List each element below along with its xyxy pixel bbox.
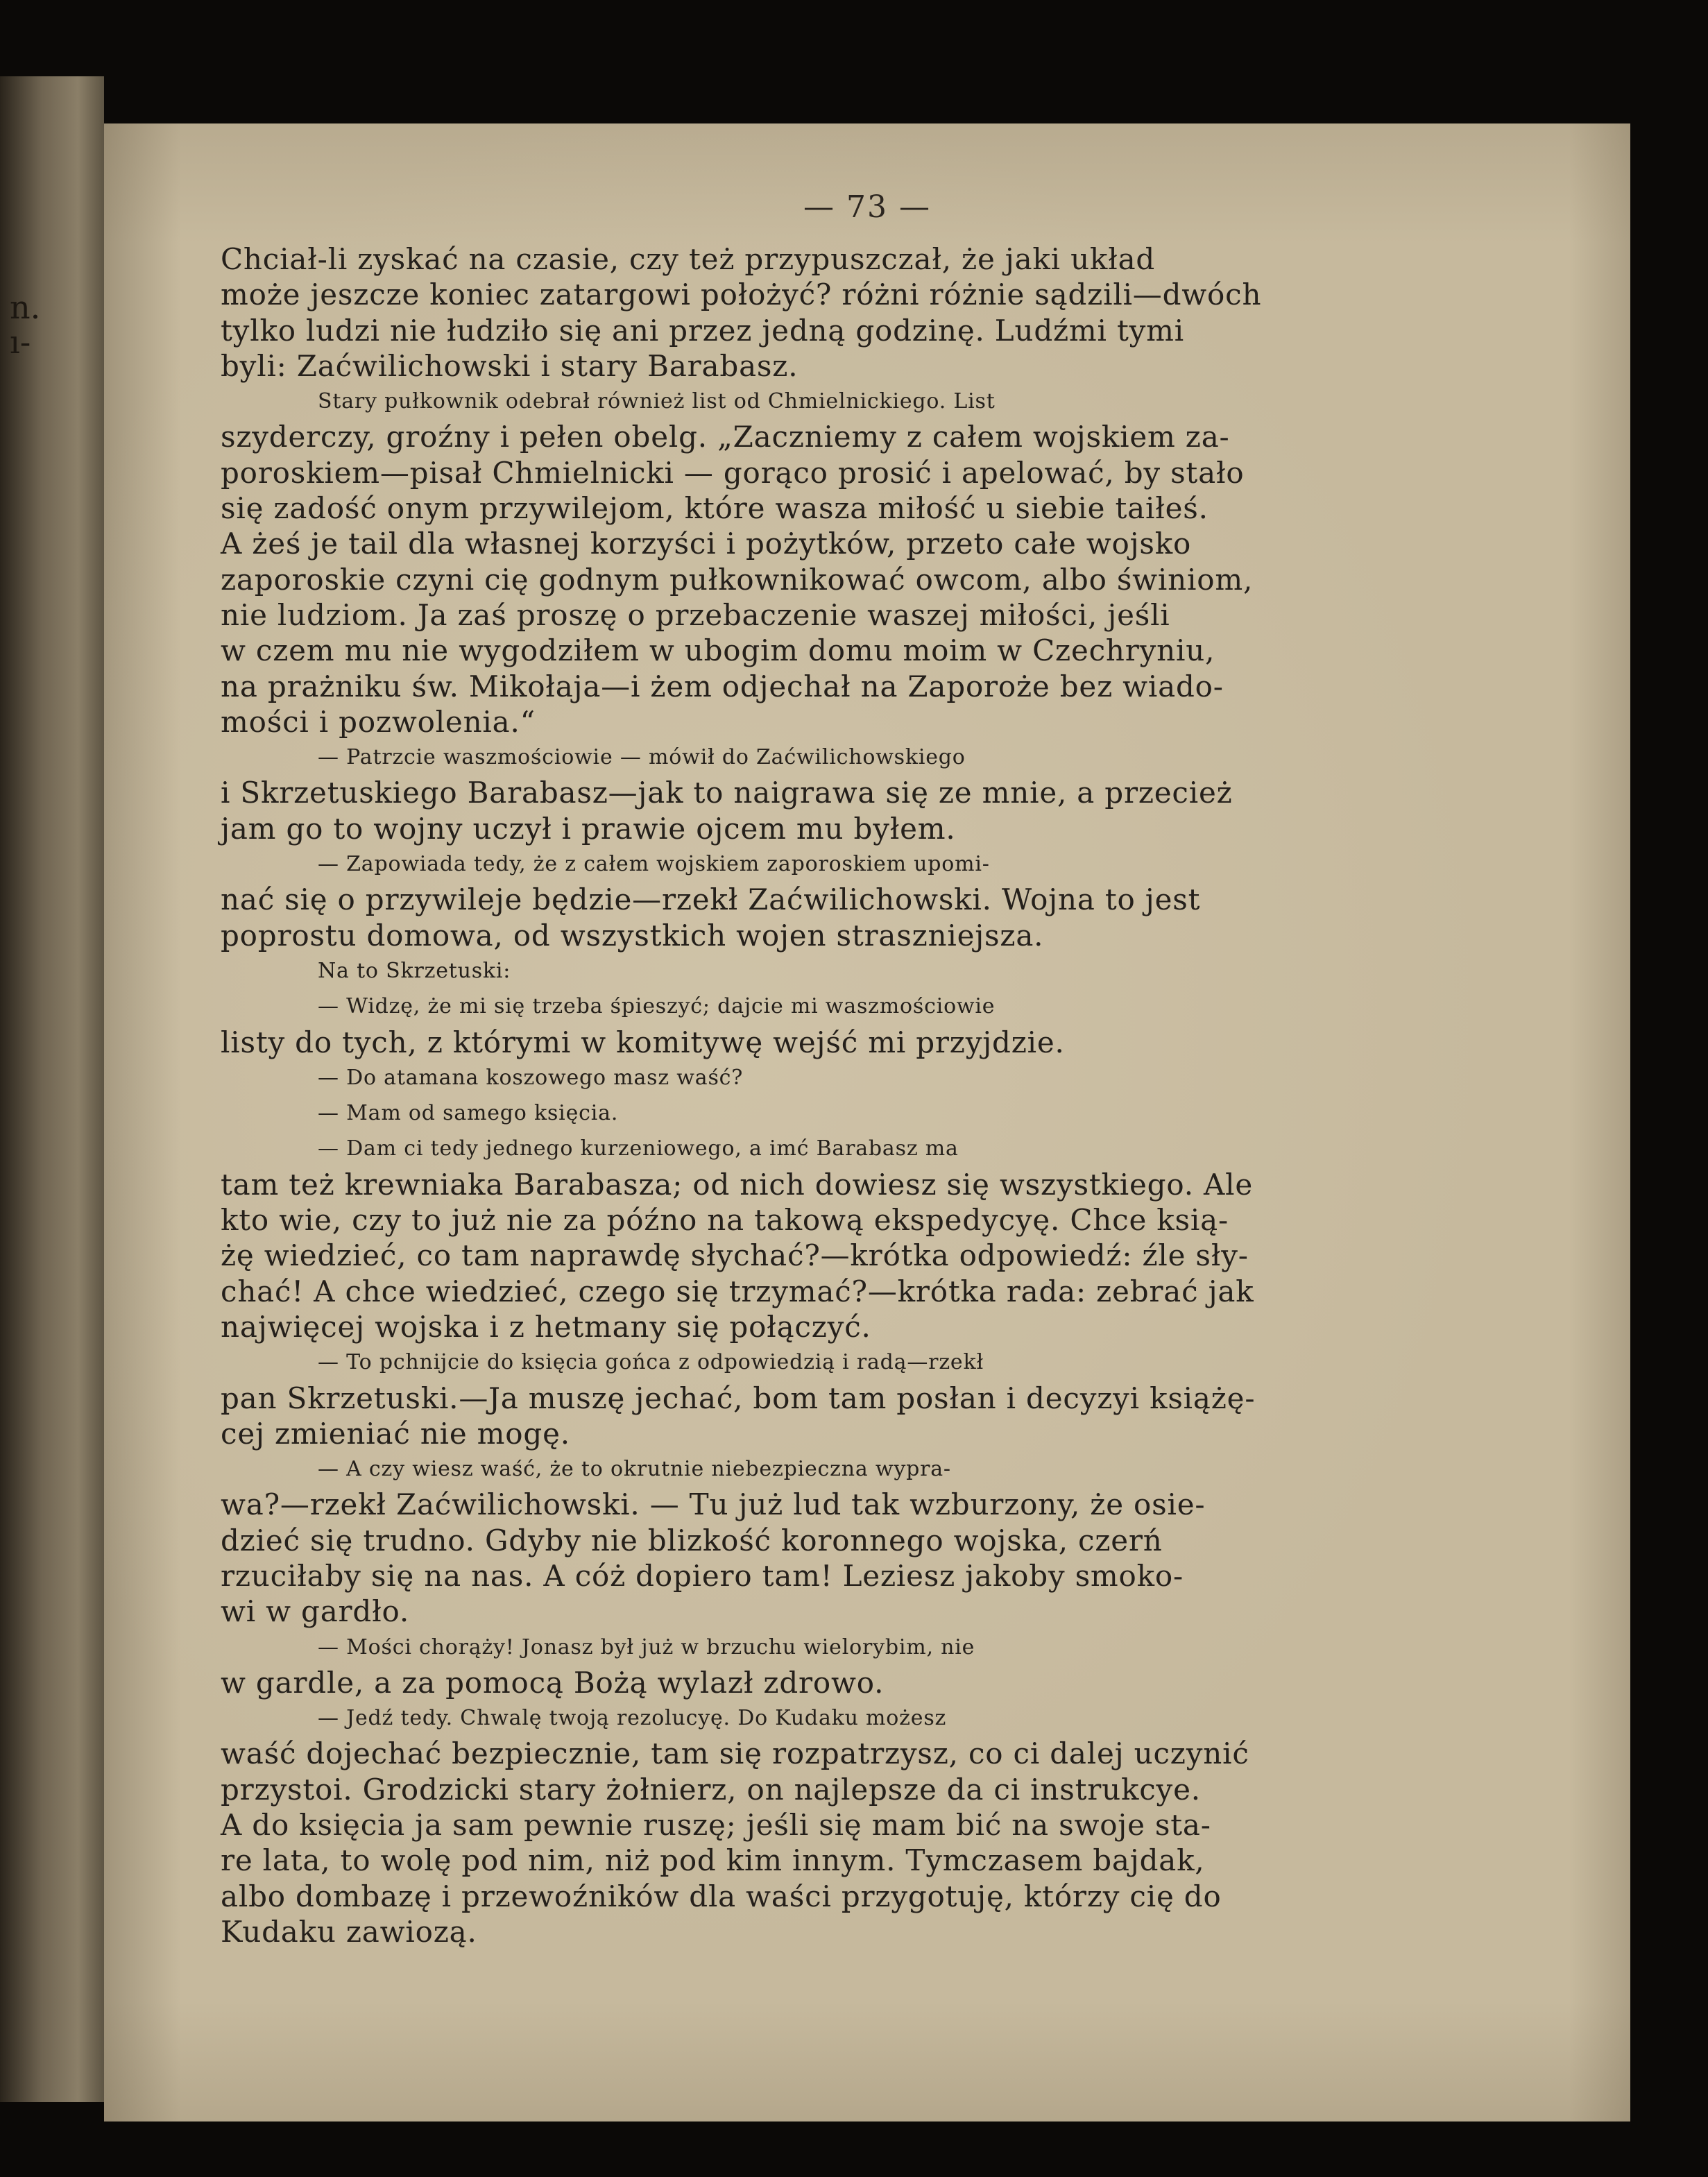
text-line: szyderczy, groźny i pełen obelg. „Zaczniemy z całem wojskiem za- bbox=[221, 420, 1230, 454]
paragraph bbox=[221, 1095, 1601, 1131]
text-line: może jeszcze koniec zatargowi położyć? różni różnie sądzili—dwóch bbox=[221, 278, 1262, 312]
paragraph bbox=[221, 953, 1601, 989]
text-line: — Mości chorąży! Jonasz był już w brzuchu wielorybim, nie bbox=[318, 1634, 975, 1659]
paragraph bbox=[221, 1451, 1601, 1629]
text-line: Kudaku zawiozą. bbox=[221, 1914, 477, 1949]
text-line: nie ludziom. Ja zaś proszę o przebaczenie waszej miłości, jeśli bbox=[221, 597, 1170, 632]
paragraph bbox=[221, 1700, 1601, 1949]
text-line: Stary pułkownik odebrał również list od Chmielnickiego. List bbox=[318, 389, 996, 414]
text-line: zaporoskie czyni cię godnym pułkownikować owcom, albo świniom, bbox=[221, 562, 1254, 597]
text-line: przystoi. Grodzicki stary żołnierz, on najlepsze da ci instrukcye. bbox=[221, 1772, 1201, 1807]
text-line: wa?—rzekł Zaćwilichowski. — Tu już lud tak wzburzony, że osie- bbox=[221, 1487, 1206, 1522]
text-line: tylko ludzi nie łudziło się ani przez jedną godzinę. Ludźmi tymi bbox=[221, 313, 1185, 348]
text-line: — Dam ci tedy jednego kurzeniowego, a imć Barabasz ma bbox=[318, 1136, 959, 1161]
text-line: i Skrzetuskiego Barabasz—jak to naigrawa się ze mnie, a przecież bbox=[221, 776, 1233, 810]
text-line: cej zmieniać nie mogę. bbox=[221, 1416, 570, 1451]
text-line: albo dombazę i przewoźników dla waści przygotuję, którzy cię do bbox=[221, 1879, 1222, 1913]
text-line: byli: Zaćwilichowski i stary Barabasz. bbox=[221, 348, 799, 383]
text-line: mości i pozwolenia.“ bbox=[221, 704, 536, 739]
text-line: — Zapowiada tedy, że z całem wojskiem zaporoskiem upomi- bbox=[318, 852, 990, 877]
text-line: waść dojechać bezpiecznie, tam się rozpatrzysz, co ci dalej uczynić bbox=[221, 1736, 1249, 1771]
text-line: w czem mu nie wygodziłem w ubogim domu moim w Czechryniu, bbox=[221, 633, 1215, 668]
page-number: — 73 — bbox=[803, 189, 931, 225]
text-line: się zadość onym przywilejom, które wasza miłość u siebie taiłeś. bbox=[221, 491, 1209, 526]
text-line: tam też krewniaka Barabasza; od nich dowiesz się wszystkiego. Ale bbox=[221, 1167, 1254, 1202]
text-line: — A czy wiesz waść, że to okrutnie niebezpieczna wypra- bbox=[318, 1457, 951, 1482]
book-page bbox=[104, 123, 1630, 2121]
text-line: rzuciłaby się na nas. A cóż dopiero tam! Leziesz jakoby smoko- bbox=[221, 1558, 1184, 1593]
text-line: jam go to wojny uczył i prawie ojcem mu byłem. bbox=[221, 811, 956, 846]
text-line: najwięcej wojska i z hetmany się połączyć. bbox=[221, 1309, 871, 1344]
left-page-fragment: n. bbox=[10, 289, 41, 326]
paragraph bbox=[221, 241, 1601, 384]
paragraph bbox=[221, 740, 1601, 846]
text-line: re lata, to wolę pod nim, niż pod kim innym. Tymczasem bajdak, bbox=[221, 1843, 1205, 1878]
text-line: kto wie, czy to już nie za późno na takową ekspedycyę. Chce ksią- bbox=[221, 1203, 1229, 1238]
text-line: dzieć się trudno. Gdyby nie blizkość koronnego wojska, czerń bbox=[221, 1523, 1163, 1557]
text-line: nać się o przywileje będzie—rzekł Zaćwilichowski. Wojna to jest bbox=[221, 882, 1201, 917]
text-line: — Patrzcie waszmościowie — mówił do Zaćwilichowskiego bbox=[318, 745, 966, 770]
text-line: — Do atamana koszowego masz waść? bbox=[318, 1065, 744, 1090]
paragraph bbox=[221, 1131, 1601, 1344]
text-line: poroskiem—pisał Chmielnicki — gorąco prosić i apelować, by stało bbox=[221, 455, 1245, 490]
text-line: — Mam od samego księcia. bbox=[318, 1101, 619, 1126]
page-text bbox=[221, 241, 1601, 1949]
text-line: — Widzę, że mi się trzeba śpieszyć; dajcie mi waszmościowie bbox=[318, 994, 996, 1019]
text-line: żę wiedzieć, co tam naprawdę słychać?—krótka odpowiedź: źle sły- bbox=[221, 1238, 1249, 1273]
text-line: Chciał-li zyskać na czasie, czy też przypuszczał, że jaki układ bbox=[221, 242, 1156, 276]
left-page-edge bbox=[0, 76, 104, 2102]
text-line: chać! A chce wiedzieć, czego się trzymać?—krótka rada: zebrać jak bbox=[221, 1274, 1254, 1308]
paragraph bbox=[221, 1344, 1601, 1451]
text-line: — To pchnijcie do księcia gońca z odpowiedzią i radą—rzekł bbox=[318, 1350, 984, 1375]
text-line: pan Skrzetuski.—Ja muszę jechać, bom tam posłan i decyzyi książę- bbox=[221, 1381, 1256, 1415]
text-line: listy do tych, z którymi w komitywę wejść mi przyjdzie. bbox=[221, 1025, 1065, 1059]
text-line: — Jedź tedy. Chwalę twoją rezolucyę. Do Kudaku możesz bbox=[318, 1706, 947, 1731]
paragraph bbox=[221, 1060, 1601, 1095]
text-line: w gardle, a za pomocą Bożą wylazł zdrowo. bbox=[221, 1665, 885, 1700]
left-page-fragment: ı- bbox=[10, 323, 31, 361]
text-line: Na to Skrzetuski: bbox=[318, 958, 511, 983]
text-line: A żeś je tail dla własnej korzyści i pożytków, przeto całe wojsko bbox=[221, 527, 1192, 561]
paragraph bbox=[221, 846, 1601, 953]
text-line: poprostu domowa, od wszystkich wojen straszniejsza. bbox=[221, 918, 1044, 953]
paragraph bbox=[221, 384, 1601, 740]
paragraph bbox=[221, 1630, 1601, 1701]
text-line: wi w gardło. bbox=[221, 1594, 410, 1629]
text-line: A do księcia ja sam pewnie ruszę; jeśli się mam bić na swoje sta- bbox=[221, 1808, 1211, 1843]
text-line: na prażniku św. Mikołaja—i żem odjechał na Zaporoże bez wiado- bbox=[221, 669, 1224, 703]
paragraph bbox=[221, 989, 1601, 1060]
